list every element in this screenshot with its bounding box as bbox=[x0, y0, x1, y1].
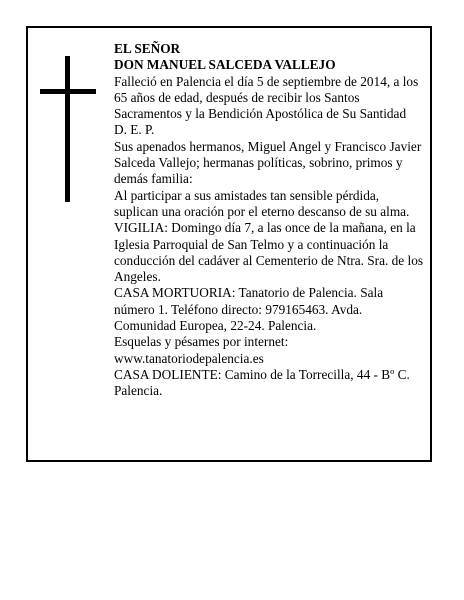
heading-title: EL SEÑOR bbox=[114, 41, 181, 56]
funeral-home-details: CASA MORTUORIA: Tanatorio de Palencia. Sala número 1. Teléfono directo: 979165463. Avda. Comunidad Europea, 22-24. Palencia. bbox=[114, 285, 384, 334]
vigil-details: VIGILIA: Domingo día 7, a las once de la mañana, en la Iglesia Parroquial de San Telmo y a continuación la conducción del cadáver al Cementerio de Ntra. Sra. de los Angeles. bbox=[114, 220, 424, 285]
latin-cross-icon bbox=[40, 56, 96, 202]
funeral-home-website: www.tanatoriodepalencia.es bbox=[114, 350, 264, 366]
cross-vertical-bar bbox=[65, 56, 70, 202]
prayer-request: Al participar a sus amistades tan sensible pérdida, suplican una oración por el eterno descanso de su alma. bbox=[114, 187, 410, 219]
family-list: Sus apenados hermanos, Miguel Angel y Francisco Javier Salceda Vallejo; hermanas políticas, sobrino, primos y demás familia: bbox=[114, 138, 422, 187]
cross-horizontal-bar bbox=[40, 89, 96, 94]
notice-body bbox=[114, 41, 426, 400]
deceased-name: DON MANUEL SALCEDA VALLEJO bbox=[114, 57, 336, 73]
internet-condolences-label: Esquelas y pésames por internet: bbox=[114, 334, 289, 350]
death-announcement: Falleció en Palencia el día 5 de septiembre de 2014, a los 65 años de edad, después de recibir los Santos Sacramentos y la Bendición Apostólica de Su Santidad bbox=[114, 73, 419, 122]
obituary-notice bbox=[26, 26, 432, 462]
rip-abbreviation: D. E. P. bbox=[114, 122, 155, 138]
family-home-address: CASA DOLIENTE: Camino de la Torrecilla, 44 - Bº C. Palencia. bbox=[114, 366, 410, 399]
